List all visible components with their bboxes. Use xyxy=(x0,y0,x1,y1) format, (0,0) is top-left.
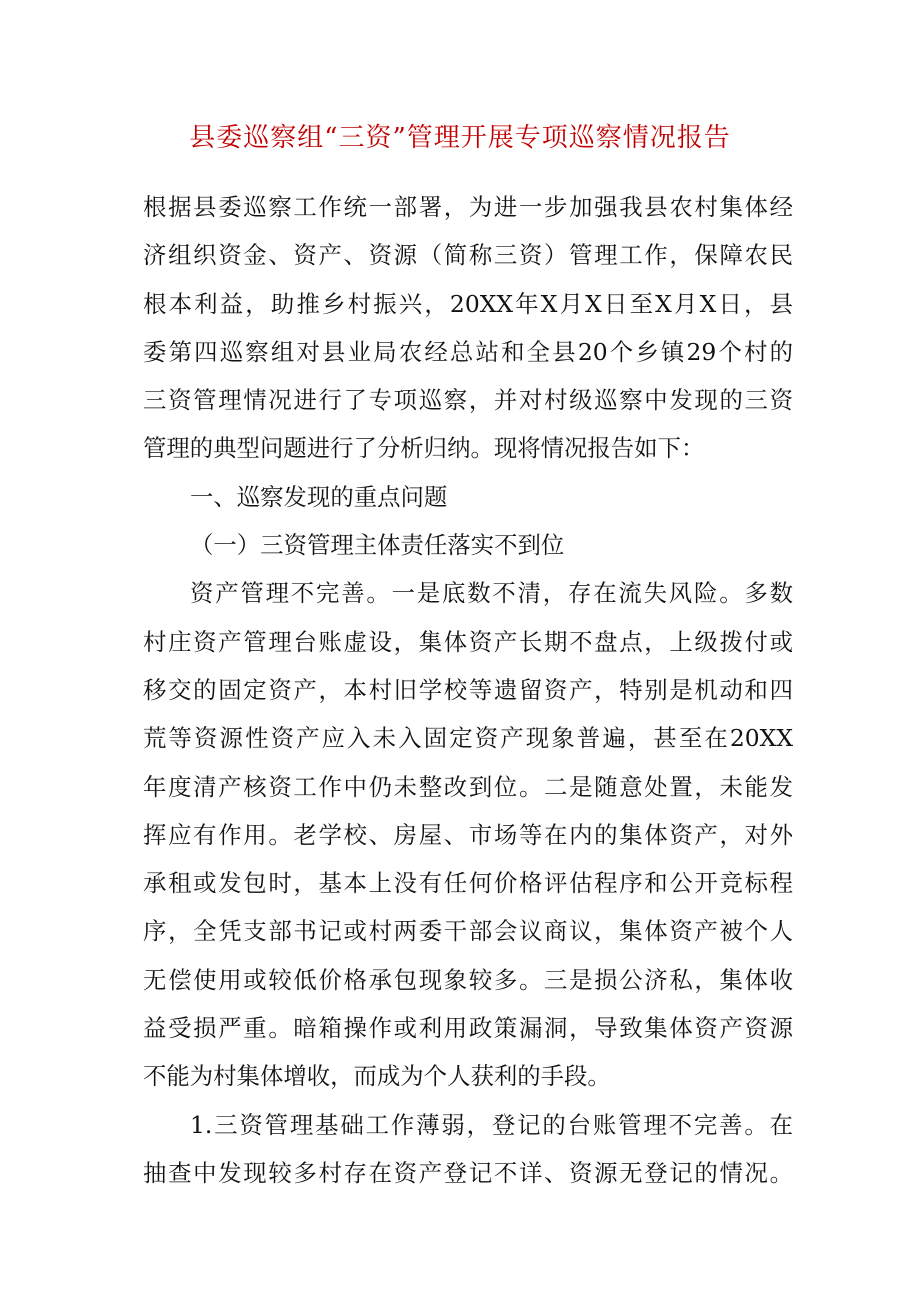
document-title: 县委巡察组“三资”管理开展专项巡察情况报告 xyxy=(189,123,731,153)
paragraph-line: 益受损严重。暗箱操作或利用政策漏洞，导致集体资产资源 xyxy=(143,1014,793,1043)
section-heading: 一、巡察发现的重点问题 xyxy=(190,482,448,511)
paragraph-line: 管理的典型问题进行了分析归纳。现将情况报告如下： xyxy=(143,434,705,463)
paragraph-line: 不能为村集体增收，而成为个人获利的手段。 xyxy=(143,1062,611,1091)
subsection-heading: （一）三资管理主体责任落实不到位 xyxy=(190,531,565,560)
paragraph-line: 村庄资产管理台账虚设，集体资产长期不盘点，上级拨付或 xyxy=(143,627,793,656)
paragraph-line: 三资管理情况进行了专项巡察，并对村级巡察中发现的三资 xyxy=(143,386,793,415)
paragraph-line: 无偿使用或较低价格承包现象较多。三是损公济私，集体收 xyxy=(143,965,793,994)
paragraph-line: 委第四巡察组对县业局农经总站和全县20个乡镇29个村的 xyxy=(143,337,793,366)
paragraph-line: 承租或发包时，基本上没有任何价格评估程序和公开竞标程 xyxy=(143,869,793,898)
paragraph-line: 移交的固定资产，本村旧学校等遗留资产，特别是机动和四 xyxy=(143,675,793,704)
paragraph-line: 序，全凭支部书记或村两委干部会议商议，集体资产被个人 xyxy=(143,917,793,946)
document-body xyxy=(143,183,793,1197)
paragraph-line: 年度清产核资工作中仍未整改到位。二是随意处置，未能发 xyxy=(143,772,793,801)
paragraph-line: 1.三资管理基础工作薄弱，登记的台账管理不完善。在 xyxy=(190,1110,793,1139)
paragraph-line: 根据县委巡察工作统一部署，为进一步加强我县农村集体经 xyxy=(143,193,793,221)
paragraph-line: 抽查中发现较多村存在资产登记不详、资源无登记的情况。 xyxy=(143,1158,793,1187)
paragraph-line: 挥应有作用。老学校、房屋、市场等在内的集体资产，对外 xyxy=(143,820,793,849)
paragraph-line: 根本利益，助推乡村振兴，20XX年X月X日至X月X日，县 xyxy=(143,289,793,318)
paragraph-line: 资产管理不完善。一是底数不清，存在流失风险。多数 xyxy=(190,579,793,608)
paragraph-line: 荒等资源性资产应入未入固定资产现象普遍，甚至在20XX xyxy=(143,724,793,753)
paragraph-line: 济组织资金、资产、资源（简称三资）管理工作，保障农民 xyxy=(143,241,793,270)
